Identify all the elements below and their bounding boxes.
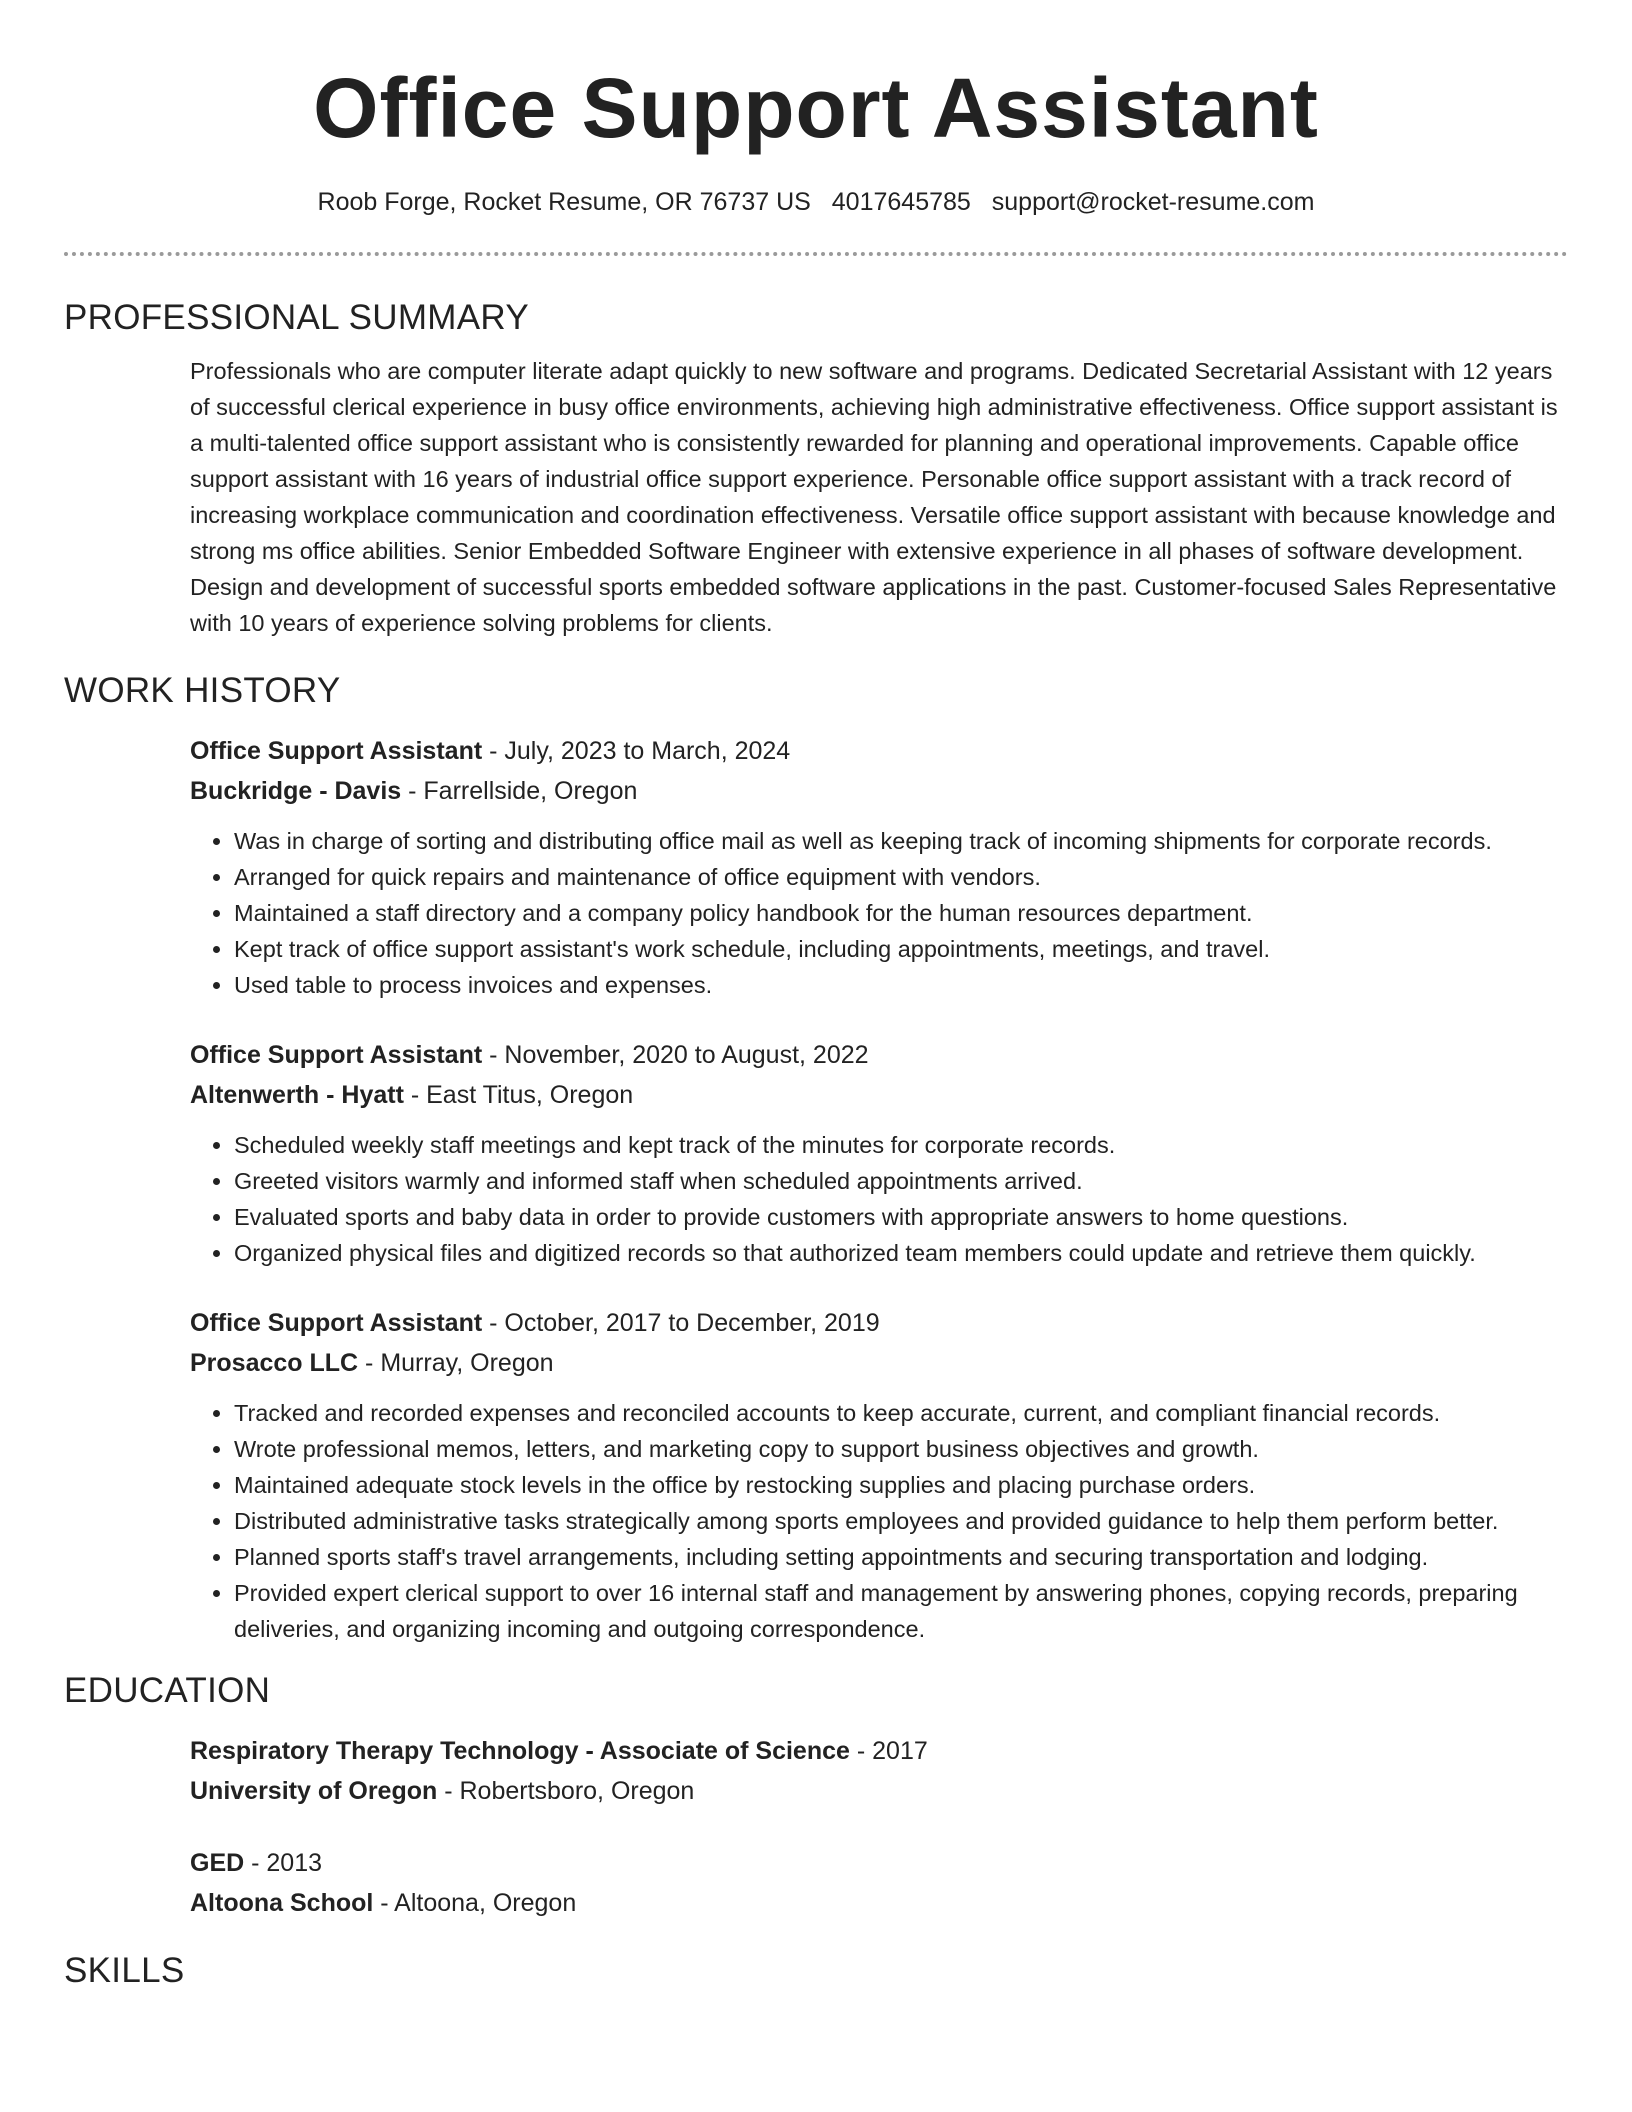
job-bullet: • Distributed administrative tasks strategically among sports employees and provided guidance to help them perform better. xyxy=(234,1503,1568,1539)
job-title-line xyxy=(190,1303,1568,1343)
education-year: - 2013 xyxy=(244,1849,323,1877)
education-school: University of Oregon xyxy=(190,1777,438,1805)
contact-email: support@rocket-resume.com xyxy=(991,188,1315,216)
education-school-line xyxy=(190,1771,1568,1811)
job-role: Office Support Assistant xyxy=(190,737,483,765)
education-entry xyxy=(190,1731,1568,1811)
contact-phone: 4017645785 xyxy=(831,188,971,216)
job-bullet: • Used table to process invoices and expenses. xyxy=(234,967,1568,1003)
education-heading: EDUCATION xyxy=(64,1671,271,1710)
job-company-line xyxy=(190,1343,1568,1383)
job-role: Office Support Assistant xyxy=(190,1309,483,1337)
job-role: Office Support Assistant xyxy=(190,1041,483,1069)
job-company: Buckridge - Davis xyxy=(190,777,402,805)
job-dates: - July, 2023 to March, 2024 xyxy=(482,737,791,765)
job-entry xyxy=(190,1303,1568,1647)
summary-section xyxy=(64,296,1568,641)
summary-heading: PROFESSIONAL SUMMARY xyxy=(64,298,529,337)
job-title-line xyxy=(190,1035,1568,1075)
job-title-line xyxy=(190,731,1568,771)
education-location: - Altoona, Oregon xyxy=(373,1889,577,1917)
job-bullet: • Was in charge of sorting and distributing office mail as well as keeping track of incoming shipments for corporate records. xyxy=(234,823,1568,859)
job-bullet: • Organized physical files and digitized records so that authorized team members could update and retrieve them quickly. xyxy=(234,1235,1568,1271)
job-location: - Farrellside, Oregon xyxy=(401,777,638,805)
job-bullet: • Maintained a staff directory and a company policy handbook for the human resources department. xyxy=(234,895,1568,931)
job-company: Altenwerth - Hyatt xyxy=(190,1081,404,1109)
education-entry xyxy=(190,1843,1568,1923)
contact-line xyxy=(64,186,1568,218)
education-school-line xyxy=(190,1883,1568,1923)
job-bullets xyxy=(190,823,1568,1003)
education-degree-line xyxy=(190,1731,1568,1771)
job-dates: - October, 2017 to December, 2019 xyxy=(482,1309,880,1337)
job-bullets xyxy=(190,1127,1568,1271)
education-section xyxy=(64,1669,1568,1923)
resume-page xyxy=(64,0,1568,1993)
job-bullet: • Maintained adequate stock levels in the office by restocking supplies and placing purchase orders. xyxy=(234,1467,1568,1503)
job-bullet: • Tracked and recorded expenses and reconciled accounts to keep accurate, current, and compliant financial records. xyxy=(234,1395,1568,1431)
job-bullet: • Kept track of office support assistant's work schedule, including appointments, meetings, and travel. xyxy=(234,931,1568,967)
education-year: - 2017 xyxy=(849,1737,928,1765)
job-bullet: • Planned sports staff's travel arrangements, including setting appointments and securing transportation and lodging. xyxy=(234,1539,1568,1575)
skills-section xyxy=(64,1949,1568,1993)
education-location: - Robertsboro, Oregon xyxy=(437,1777,695,1805)
job-bullet: • Arranged for quick repairs and maintenance of office equipment with vendors. xyxy=(234,859,1568,895)
skills-heading: SKILLS xyxy=(64,1951,185,1990)
education-degree: Respiratory Therapy Technology - Associate of Science xyxy=(190,1737,850,1765)
job-company: Prosacco LLC xyxy=(190,1349,359,1377)
job-entry xyxy=(190,1035,1568,1271)
education-school: Altoona School xyxy=(190,1889,374,1917)
education-degree: GED xyxy=(190,1849,245,1877)
job-company-line xyxy=(190,771,1568,811)
header-divider xyxy=(64,252,1568,256)
work-history-section xyxy=(64,669,1568,1647)
job-bullets xyxy=(190,1395,1568,1647)
summary-text: Professionals who are computer literate adapt quickly to new software and programs. Dedicated Secretarial Assistant with 12 years of successful clerical experience in busy office environments, achieving high administrative effectiveness. Office support assistant is a multi-talented office support assistant who is consistently rewarded for planning and operational improvements. Capable office support assistant with 16 years of industrial office support experience. Personable office support assistant with a track record of increasing workplace communication and coordination effectiveness. Versatile office support assistant with because knowledge and strong ms office abilities. Senior Embedded Software Engineer with extensive experience in all phases of software development. Design and development of successful sports embedded software applications in the past. Customer-focused Sales Representative with 10 years of experience solving problems for clients. xyxy=(190,358,1558,636)
job-company-line xyxy=(190,1075,1568,1115)
job-location: - East Titus, Oregon xyxy=(403,1081,634,1109)
job-bullet: • Provided expert clerical support to over 16 internal staff and management by answering phones, copying records, preparing deliveries, and organizing incoming and outgoing correspondence. xyxy=(234,1575,1568,1647)
job-bullet: • Greeted visitors warmly and informed staff when scheduled appointments arrived. xyxy=(234,1163,1568,1199)
job-bullet: • Wrote professional memos, letters, and marketing copy to support business objectives and growth. xyxy=(234,1431,1568,1467)
job-dates: - November, 2020 to August, 2022 xyxy=(482,1041,869,1069)
work-history-heading: WORK HISTORY xyxy=(64,671,341,710)
job-entry xyxy=(190,731,1568,1003)
job-location: - Murray, Oregon xyxy=(358,1349,554,1377)
contact-address: Roob Forge, Rocket Resume, OR 76737 US xyxy=(317,188,811,216)
job-bullet: • Scheduled weekly staff meetings and kept track of the minutes for corporate records. xyxy=(234,1127,1568,1163)
education-degree-line xyxy=(190,1843,1568,1883)
candidate-name: Office Support Assistant xyxy=(313,61,1319,155)
job-bullet: • Evaluated sports and baby data in order to provide customers with appropriate answers to home questions. xyxy=(234,1199,1568,1235)
